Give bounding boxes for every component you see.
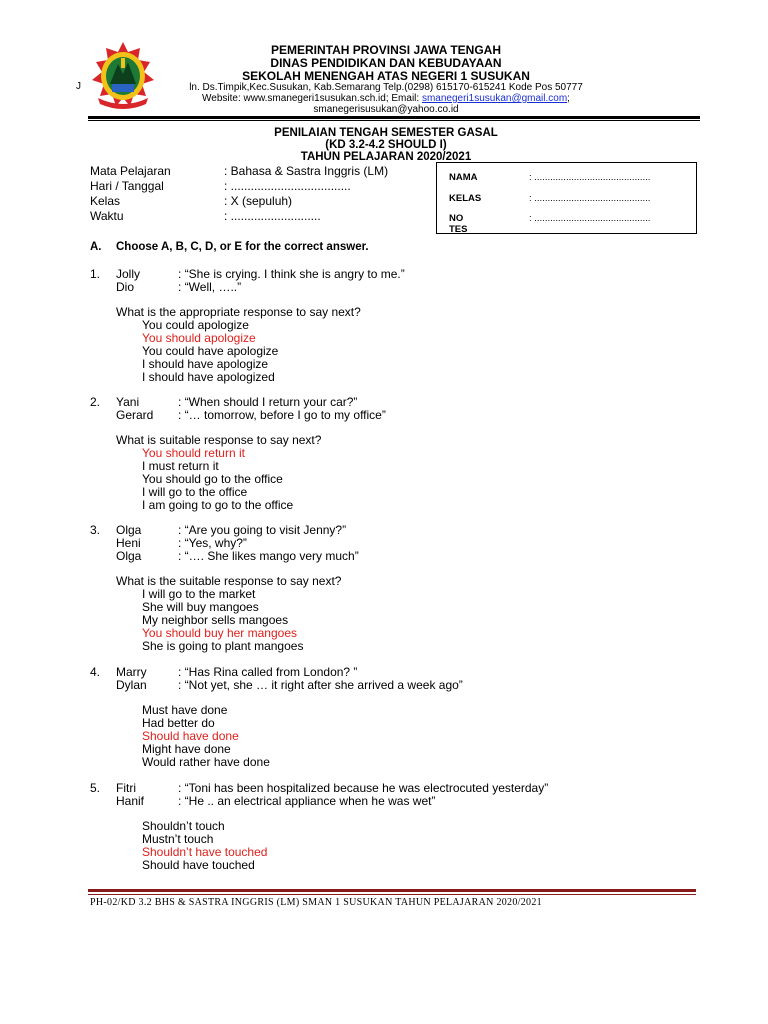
school-address: ln. Ds.Timpik,Kec.Susukan, Kab.Semarang Telp.(0298) 615170-615241 Kode Pos 50777	[189, 82, 583, 93]
info-label-class: Kelas	[90, 194, 121, 208]
footer-rule-thick	[88, 889, 696, 892]
q4-option[interactable]: Would rather have done	[142, 755, 270, 769]
q1-option-answer[interactable]: You should apologize	[142, 331, 256, 345]
q1-speaker-1: Jolly	[116, 267, 141, 281]
id-field-class[interactable]: : ............................................	[529, 193, 651, 204]
stray-character: J	[76, 81, 81, 92]
info-label-date: Hari / Tanggal	[90, 179, 164, 193]
q5-line-2: : “He .. an electrical appliance when he was wet”	[178, 794, 436, 808]
dept-name: DINAS PENDIDIKAN DAN KEBUDAYAAN	[270, 56, 502, 70]
section-letter: A.	[90, 241, 102, 253]
q1-option[interactable]: You could apologize	[142, 318, 249, 332]
q2-option[interactable]: I must return it	[142, 459, 219, 473]
section-instruction: Choose A, B, C, D, or E for the correct answer.	[116, 241, 369, 253]
q5-number: 5.	[90, 781, 101, 795]
q1-option[interactable]: You could have apologize	[142, 344, 279, 358]
q3-option[interactable]: My neighbor sells mangoes	[142, 613, 289, 627]
q3-option[interactable]: She will buy mangoes	[142, 600, 259, 614]
info-label-subject: Mata Pelajaran	[90, 164, 171, 178]
q1-number: 1.	[90, 267, 101, 281]
q5-option[interactable]: Shouldn’t touch	[142, 819, 225, 833]
q4-option[interactable]: Had better do	[142, 716, 215, 730]
gov-name: PEMERINTAH PROVINSI JAWA TENGAH	[270, 43, 502, 57]
q3-option[interactable]: She is going to plant mangoes	[142, 639, 304, 653]
q5-line-1: : “Toni has been hospitalized because he was electrocuted yesterday”	[178, 781, 549, 795]
q3-line-3: : “…. She likes mango very much”	[178, 549, 359, 563]
q2-number: 2.	[90, 395, 101, 409]
q1-line-2: : “Well, …..”	[178, 280, 242, 294]
q3-speaker-2: Heni	[116, 536, 141, 550]
q5-option-answer[interactable]: Shouldn’t have touched	[142, 845, 268, 859]
id-label-class: KELAS	[449, 193, 482, 204]
q3-number: 3.	[90, 523, 101, 537]
q4-option-answer[interactable]: Should have done	[142, 729, 239, 743]
email-separator: ;	[567, 93, 570, 104]
q5-option[interactable]: Mustn’t touch	[142, 832, 214, 846]
q3-line-1: : “Are you going to visit Jenny?”	[178, 523, 347, 537]
q3-question: What is the suitable response to say next?	[116, 574, 342, 588]
q2-speaker-1: Yani	[116, 395, 140, 409]
info-value-time: : ...........................	[224, 209, 321, 223]
q1-question: What is the appropriate response to say next?	[116, 305, 361, 319]
q2-speaker-2: Gerard	[116, 408, 154, 422]
school-emblem-logo	[88, 40, 158, 112]
exam-title: PENILAIAN TENGAH SEMESTER GASAL	[274, 127, 498, 139]
q2-option[interactable]: You should go to the office	[142, 472, 283, 486]
q2-option-answer[interactable]: You should return it	[142, 446, 245, 460]
q5-option[interactable]: Should have touched	[142, 858, 255, 872]
q3-speaker-3: Olga	[116, 549, 142, 563]
q2-option[interactable]: I am going to go to the office	[142, 498, 294, 512]
id-field-name[interactable]: : ............................................	[529, 172, 651, 183]
header-rule-thin	[88, 120, 700, 121]
q5-speaker-1: Fitri	[116, 781, 136, 795]
q2-line-2: : “… tomorrow, before I go to my office”	[178, 408, 386, 422]
q2-line-1: : “When should I return your car?”	[178, 395, 358, 409]
q1-speaker-2: Dio	[116, 280, 135, 294]
q4-line-2: : “Not yet, she … it right after she arrived a week ago”	[178, 678, 463, 692]
info-value-date: : ....................................	[224, 179, 351, 193]
q4-number: 4.	[90, 665, 101, 679]
q4-line-1: : “Has Rina called from London? ”	[178, 665, 358, 679]
q3-speaker-1: Olga	[116, 523, 142, 537]
info-label-time: Waktu	[90, 209, 124, 223]
q1-option[interactable]: I should have apologized	[142, 370, 275, 384]
exam-subtitle: (KD 3.2-4.2 SHOULD I)	[325, 139, 447, 151]
id-field-test-number[interactable]: : ............................................	[529, 213, 651, 224]
footer-rule-thin	[88, 894, 696, 895]
q4-speaker-1: Marry	[116, 665, 147, 679]
id-label-name: NAMA	[449, 172, 478, 183]
q4-speaker-2: Dylan	[116, 678, 147, 692]
header-rule-thick	[88, 116, 700, 119]
student-id-box	[436, 162, 697, 234]
email-secondary: smanegerisusukan@yahoo.co.id	[313, 104, 459, 115]
q1-line-1: : “She is crying. I think she is angry to me.”	[178, 267, 405, 281]
email-link[interactable]: smanegeri1susukan@gmail.com	[421, 93, 568, 104]
q4-option[interactable]: Might have done	[142, 742, 231, 756]
exam-year: TAHUN PELAJARAN 2020/2021	[300, 151, 472, 163]
info-value-subject: : Bahasa & Sastra Inggris (LM)	[224, 164, 389, 178]
school-name: SEKOLAH MENENGAH ATAS NEGERI 1 SUSUKAN	[242, 69, 530, 83]
q5-speaker-2: Hanif	[116, 794, 145, 808]
q2-question: What is suitable response to say next?	[116, 433, 322, 447]
q3-line-2: : “Yes, why?”	[178, 536, 247, 550]
q3-option-answer[interactable]: You should buy her mangoes	[142, 626, 298, 640]
website-text: Website: www.smanegeri1susukan.sch.id; Email:	[202, 93, 422, 104]
q2-option[interactable]: I will go to the office	[142, 485, 248, 499]
q1-option[interactable]: I should have apologize	[142, 357, 269, 371]
info-value-class: : X (sepuluh)	[224, 194, 293, 208]
q4-option[interactable]: Must have done	[142, 703, 228, 717]
id-label-test-number: NO TES	[449, 213, 468, 235]
q3-option[interactable]: I will go to the market	[142, 587, 256, 601]
page-footer: PH-02/KD 3.2 BHS & SASTRA INGGRIS (LM) SMAN 1 SUSUKAN TAHUN PELAJARAN 2020/2021	[90, 897, 542, 908]
